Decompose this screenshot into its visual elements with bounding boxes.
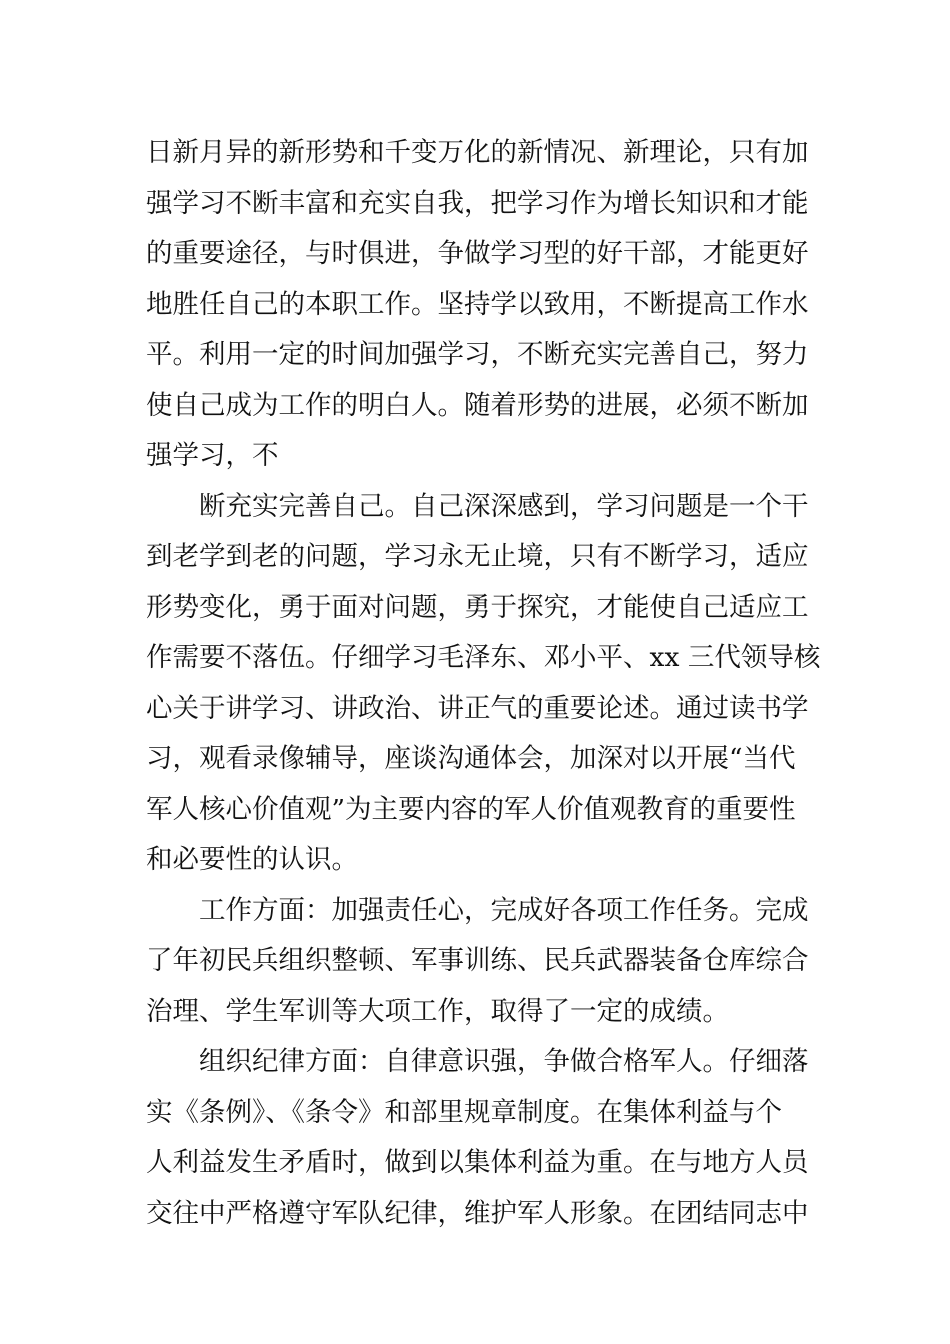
- text-line: 治理、学生军训等大项工作，取得了一定的成绩。: [146, 995, 729, 1027]
- paragraph-study-intro: [146, 128, 816, 482]
- document-body: [146, 128, 821, 1239]
- text-line: 形势变化，勇于面对问题，勇于探究，才能使自己适应工: [146, 591, 809, 623]
- text-line: 人利益发生矛盾时，做到以集体利益为重。在与地方人员: [146, 1147, 809, 1178]
- text-line: 和必要性的认识。: [146, 844, 358, 875]
- text-line: 强学习，不: [146, 440, 279, 471]
- text-line: 了年初民兵组织整顿、军事训练、民兵武器装备仓库综合: [146, 945, 809, 976]
- text-line: 使自己成为工作的明白人。随着形势的进展，必须不断加: [146, 389, 809, 421]
- paragraph-study-continued: [146, 482, 821, 886]
- text-line: 组织纪律方面：自律意识强，争做合格军人。仔细落: [199, 1046, 809, 1077]
- text-line: 的重要途径，与时俱进，争做学习型的好干部，才能更好: [146, 238, 809, 269]
- paragraph-work: [146, 886, 816, 1038]
- text-line: 交往中严格遵守军队纪律，维护军人形象。在团结同志中: [146, 1197, 809, 1229]
- text-line: 军人核心价值观”为主要内容的军人价值观教育的重要性: [146, 793, 796, 825]
- text-line: 强学习不断丰富和充实自我，把学习作为增长知识和才能: [146, 187, 809, 219]
- text-line: 地胜任自己的本职工作。坚持学以致用，不断提高工作水: [146, 288, 809, 320]
- text-line: 平。利用一定的时间加强学习，不断充实完善自己，努力: [146, 339, 809, 370]
- text-line: 到老学到老的问题，学习永无止境，只有不断学习，适应: [146, 541, 809, 572]
- text-line: 习，观看录像辅导，座谈沟通体会，加深对以开展“当代: [146, 743, 796, 774]
- text-line: 作需要不落伍。仔细学习毛泽东、邓小平、xx 三代领导核: [146, 642, 821, 673]
- text-line: 心关于讲学习、讲政治、讲正气的重要论述。通过读书学: [146, 692, 809, 724]
- text-line: 断充实完善自己。自己深深感到，学习问题是一个干: [199, 490, 809, 522]
- paragraph-discipline: [146, 1037, 816, 1239]
- text-line: 日新月异的新形势和千变万化的新情况、新理论，只有加: [146, 137, 809, 168]
- text-line: 实《条例》、《条令》和部里规章制度。在集体利益与个: [146, 1096, 782, 1128]
- text-line: 工作方面：加强责任心，完成好各项工作任务。完成: [199, 894, 809, 926]
